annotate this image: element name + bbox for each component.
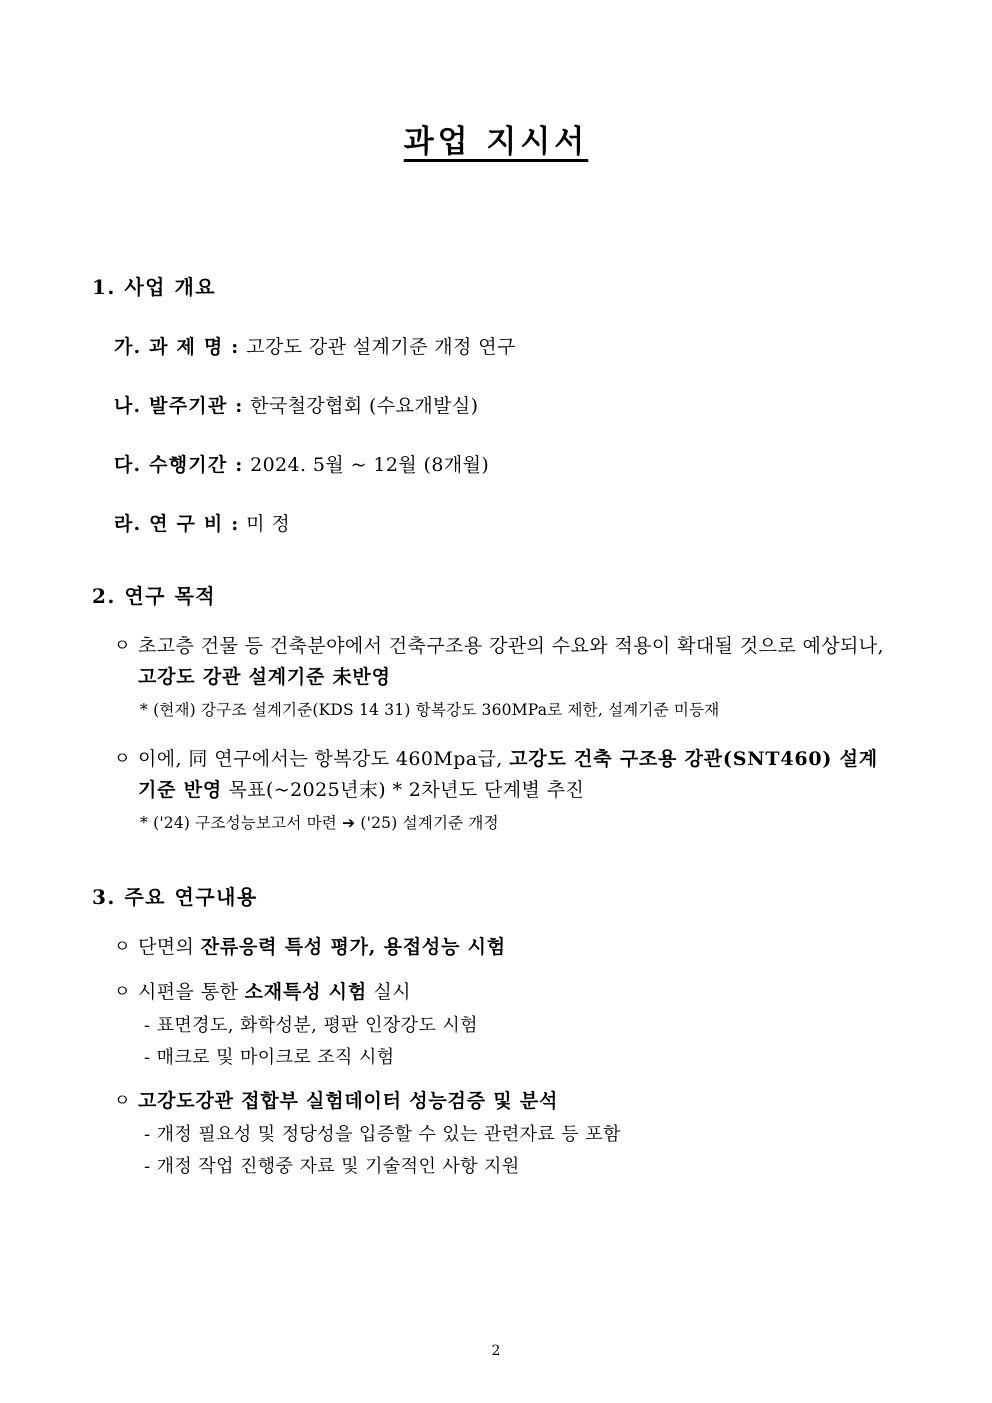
list-item <box>114 744 900 806</box>
bullet-text-bold: 잔류응력 특성 평가, 용접성능 시험 <box>200 936 506 958</box>
sub-dash-item: - 표면경도, 화학성분, 평판 인장강도 시험 <box>144 1015 478 1036</box>
sub-item-label: 나. 발주기관 : <box>114 395 244 417</box>
sub-item-label: 라. 연 구 비 : <box>114 513 240 535</box>
bullet-icon: ㅇ <box>114 982 131 1002</box>
bullet-text-normal: 단면의 <box>138 936 201 958</box>
bullet-text-normal: 초고층 건물 등 건축분야에서 건축구조용 강관의 수요와 적용이 확대될 것으로 예상되나, <box>138 635 884 657</box>
bullet-icon: ㅇ <box>114 1091 131 1111</box>
list-item <box>114 509 900 536</box>
sub-item-label: 가. 과 제 명 : <box>114 336 240 358</box>
section-heading-2: 2. 연구 목적 <box>92 584 217 608</box>
bullet-text-normal: 이에, 同 연구에서는 항복강도 460Mpa급, <box>138 748 510 770</box>
sub-item-value: 고강도 강관 설계기준 개정 연구 <box>246 336 516 358</box>
bullet-text <box>138 744 900 806</box>
bullet-text <box>138 977 411 1008</box>
list-item <box>114 450 900 477</box>
sub-item-label: 다. 수행기간 : <box>114 454 244 476</box>
list-item <box>114 332 900 359</box>
bullet-text-bold: 고강도 건축 구조용 강관(SNT460) 설계 기준 반영 <box>138 748 878 801</box>
list-item <box>114 631 900 693</box>
sub-dash-item: - 매크로 및 마이크로 조직 시험 <box>144 1047 395 1068</box>
bullet-icon: ㅇ <box>114 749 131 769</box>
bullet-text-normal-2: 실시 <box>367 981 411 1003</box>
bullet-icon: ㅇ <box>114 937 131 957</box>
page-number: 2 <box>491 1343 501 1359</box>
footnote: * (현재) 강구조 설계기준(KDS 14 31) 항복강도 360MPa로 제한, 설계기준 미등재 <box>140 701 720 719</box>
bullet-text-bold: 소재특성 시험 <box>244 981 367 1003</box>
list-item <box>114 1086 900 1117</box>
section-heading-3: 3. 주요 연구내용 <box>92 885 258 909</box>
page-title: 과업 지시서 <box>403 124 589 160</box>
list-item <box>114 932 900 963</box>
bullet-text <box>138 631 900 693</box>
bullet-text-bold: 고강도강관 접합부 실험데이터 성능검증 및 분석 <box>138 1090 559 1112</box>
bullet-text-normal-2: 목표(~2025년末) * 2차년도 단계별 추진 <box>222 779 585 801</box>
sub-item-value: 미 정 <box>246 513 291 535</box>
sub-dash-item: - 개정 필요성 및 정당성을 입증할 수 있는 관련자료 등 포함 <box>144 1124 621 1145</box>
bullet-text-bold: 고강도 강관 설계기준 未반영 <box>138 666 391 688</box>
bullet-icon: ㅇ <box>114 636 131 656</box>
sub-item-value: 한국철강협회 (수요개발실) <box>250 395 479 417</box>
bullet-text <box>138 932 506 963</box>
footnote: * ('24) 구조성능보고서 마련 ➔ ('25) 설계기준 개정 <box>140 814 499 832</box>
sub-dash-item: - 개정 작업 진행중 자료 및 기술적인 사항 지원 <box>144 1156 520 1177</box>
bullet-text-normal: 시편을 통한 <box>138 981 245 1003</box>
list-item <box>114 391 900 418</box>
section-heading-1: 1. 사업 개요 <box>92 275 217 299</box>
bullet-text <box>138 1086 558 1117</box>
sub-item-value: 2024. 5월 ~ 12월 (8개월) <box>250 454 490 476</box>
list-item <box>114 977 900 1008</box>
